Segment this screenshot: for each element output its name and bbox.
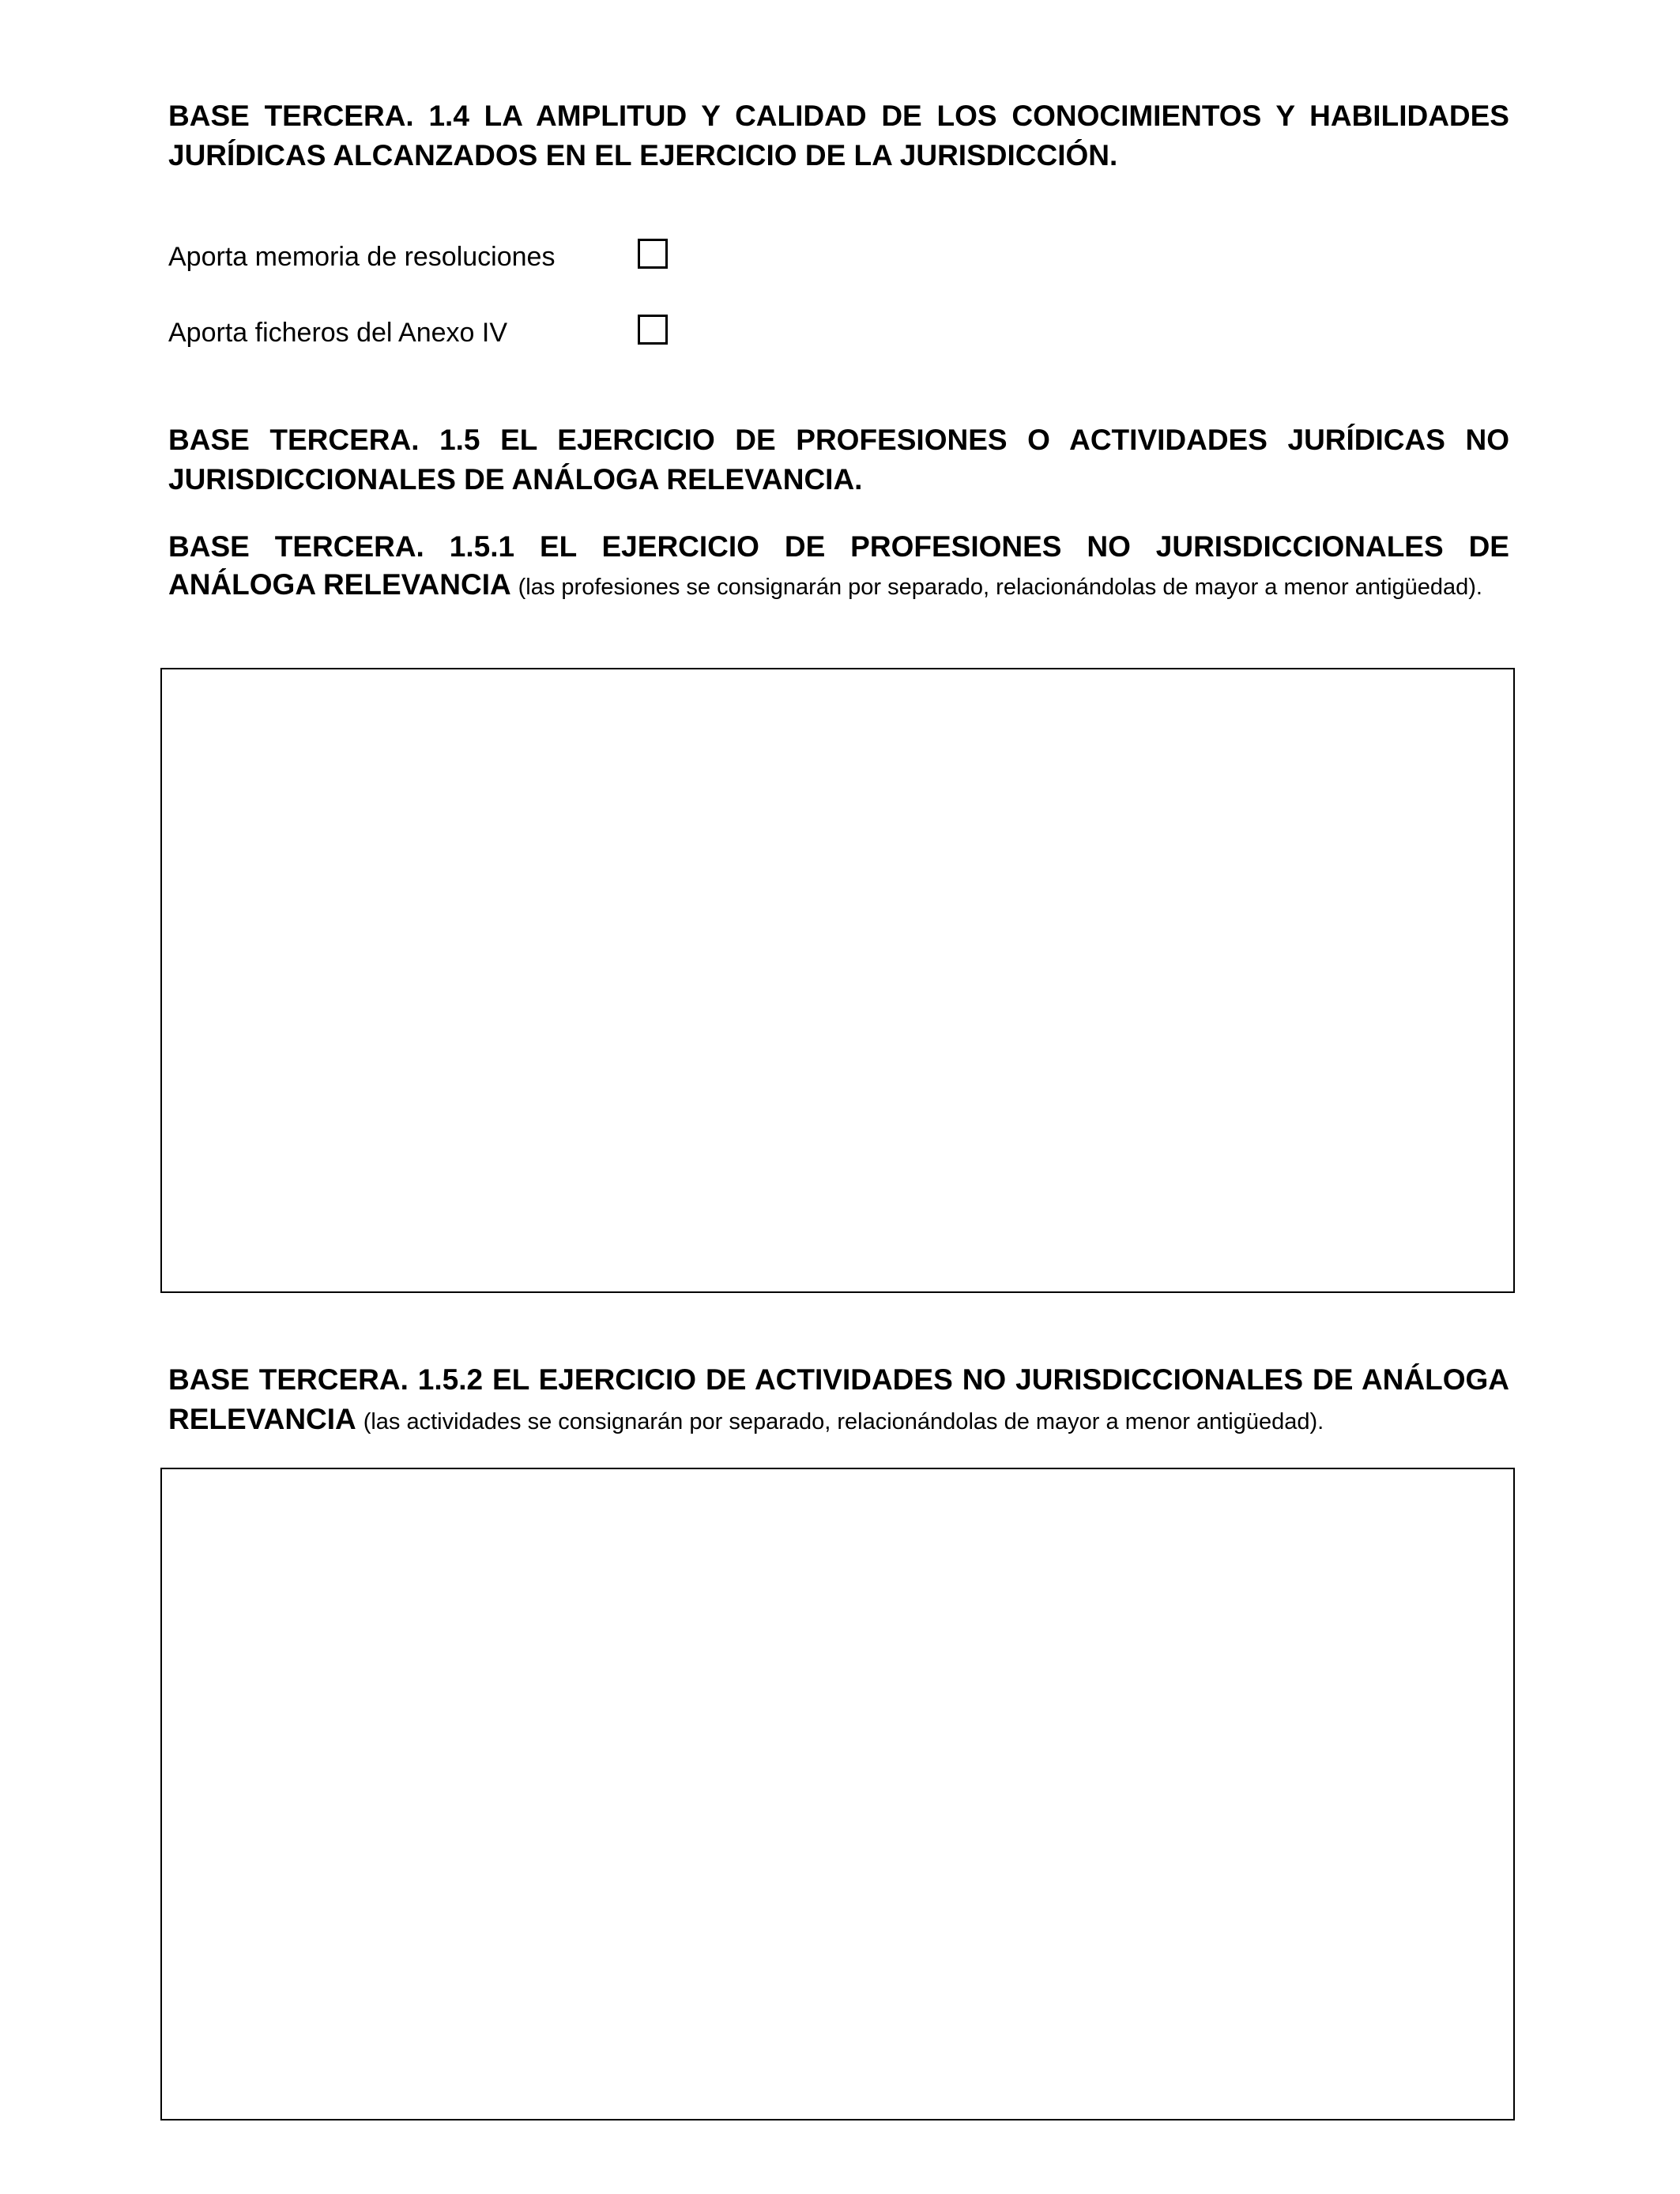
profesiones-text-field[interactable] <box>160 668 1515 1293</box>
actividades-text-field[interactable] <box>160 1468 1515 2120</box>
memoria-resoluciones-checkbox[interactable] <box>638 239 668 269</box>
section-1-5-1-title: BASE TERCERA. 1.5.1 EL EJERCICIO DE PROFESIONES NO JURISDICCIONALES DE ANÁLOGA RELEVANCIA <box>168 530 1509 601</box>
ficheros-anexo-checkbox[interactable] <box>638 315 668 345</box>
section-1-4-heading: BASE TERCERA. 1.4 LA AMPLITUD Y CALIDAD DE LOS CONOCIMIENTOS Y HABILIDADES JURÍDICAS ALCANZADOS EN EL EJERCICIO DE LA JURISDICCIÓN. <box>168 100 1509 172</box>
memoria-resoluciones-label: Aporta memoria de resoluciones <box>168 242 556 272</box>
section-1-5-1-note: (las profesiones se consignarán por separado, relacionándolas de mayor a menor antigüedad). <box>518 575 1482 600</box>
section-1-5-2-heading <box>168 1360 1509 1442</box>
section-1-5-heading: BASE TERCERA. 1.5 EL EJERCICIO DE PROFESIONES O ACTIVIDADES JURÍDICAS NO JURISDICCIONALES DE ANÁLOGA RELEVANCIA. <box>168 424 1509 496</box>
section-1-5-2-note: (las actividades se consignarán por separado, relacionándolas de mayor a menor antigüedad). <box>363 1409 1324 1434</box>
section-1-5-1-heading <box>168 528 1509 606</box>
section-1-5-2-title: BASE TERCERA. 1.5.2 EL EJERCICIO DE ACTIVIDADES NO JURISDICCIONALES DE ANÁLOGA RELEVANCIA <box>168 1363 1509 1435</box>
ficheros-anexo-label: Aporta ficheros del Anexo IV <box>168 318 508 348</box>
